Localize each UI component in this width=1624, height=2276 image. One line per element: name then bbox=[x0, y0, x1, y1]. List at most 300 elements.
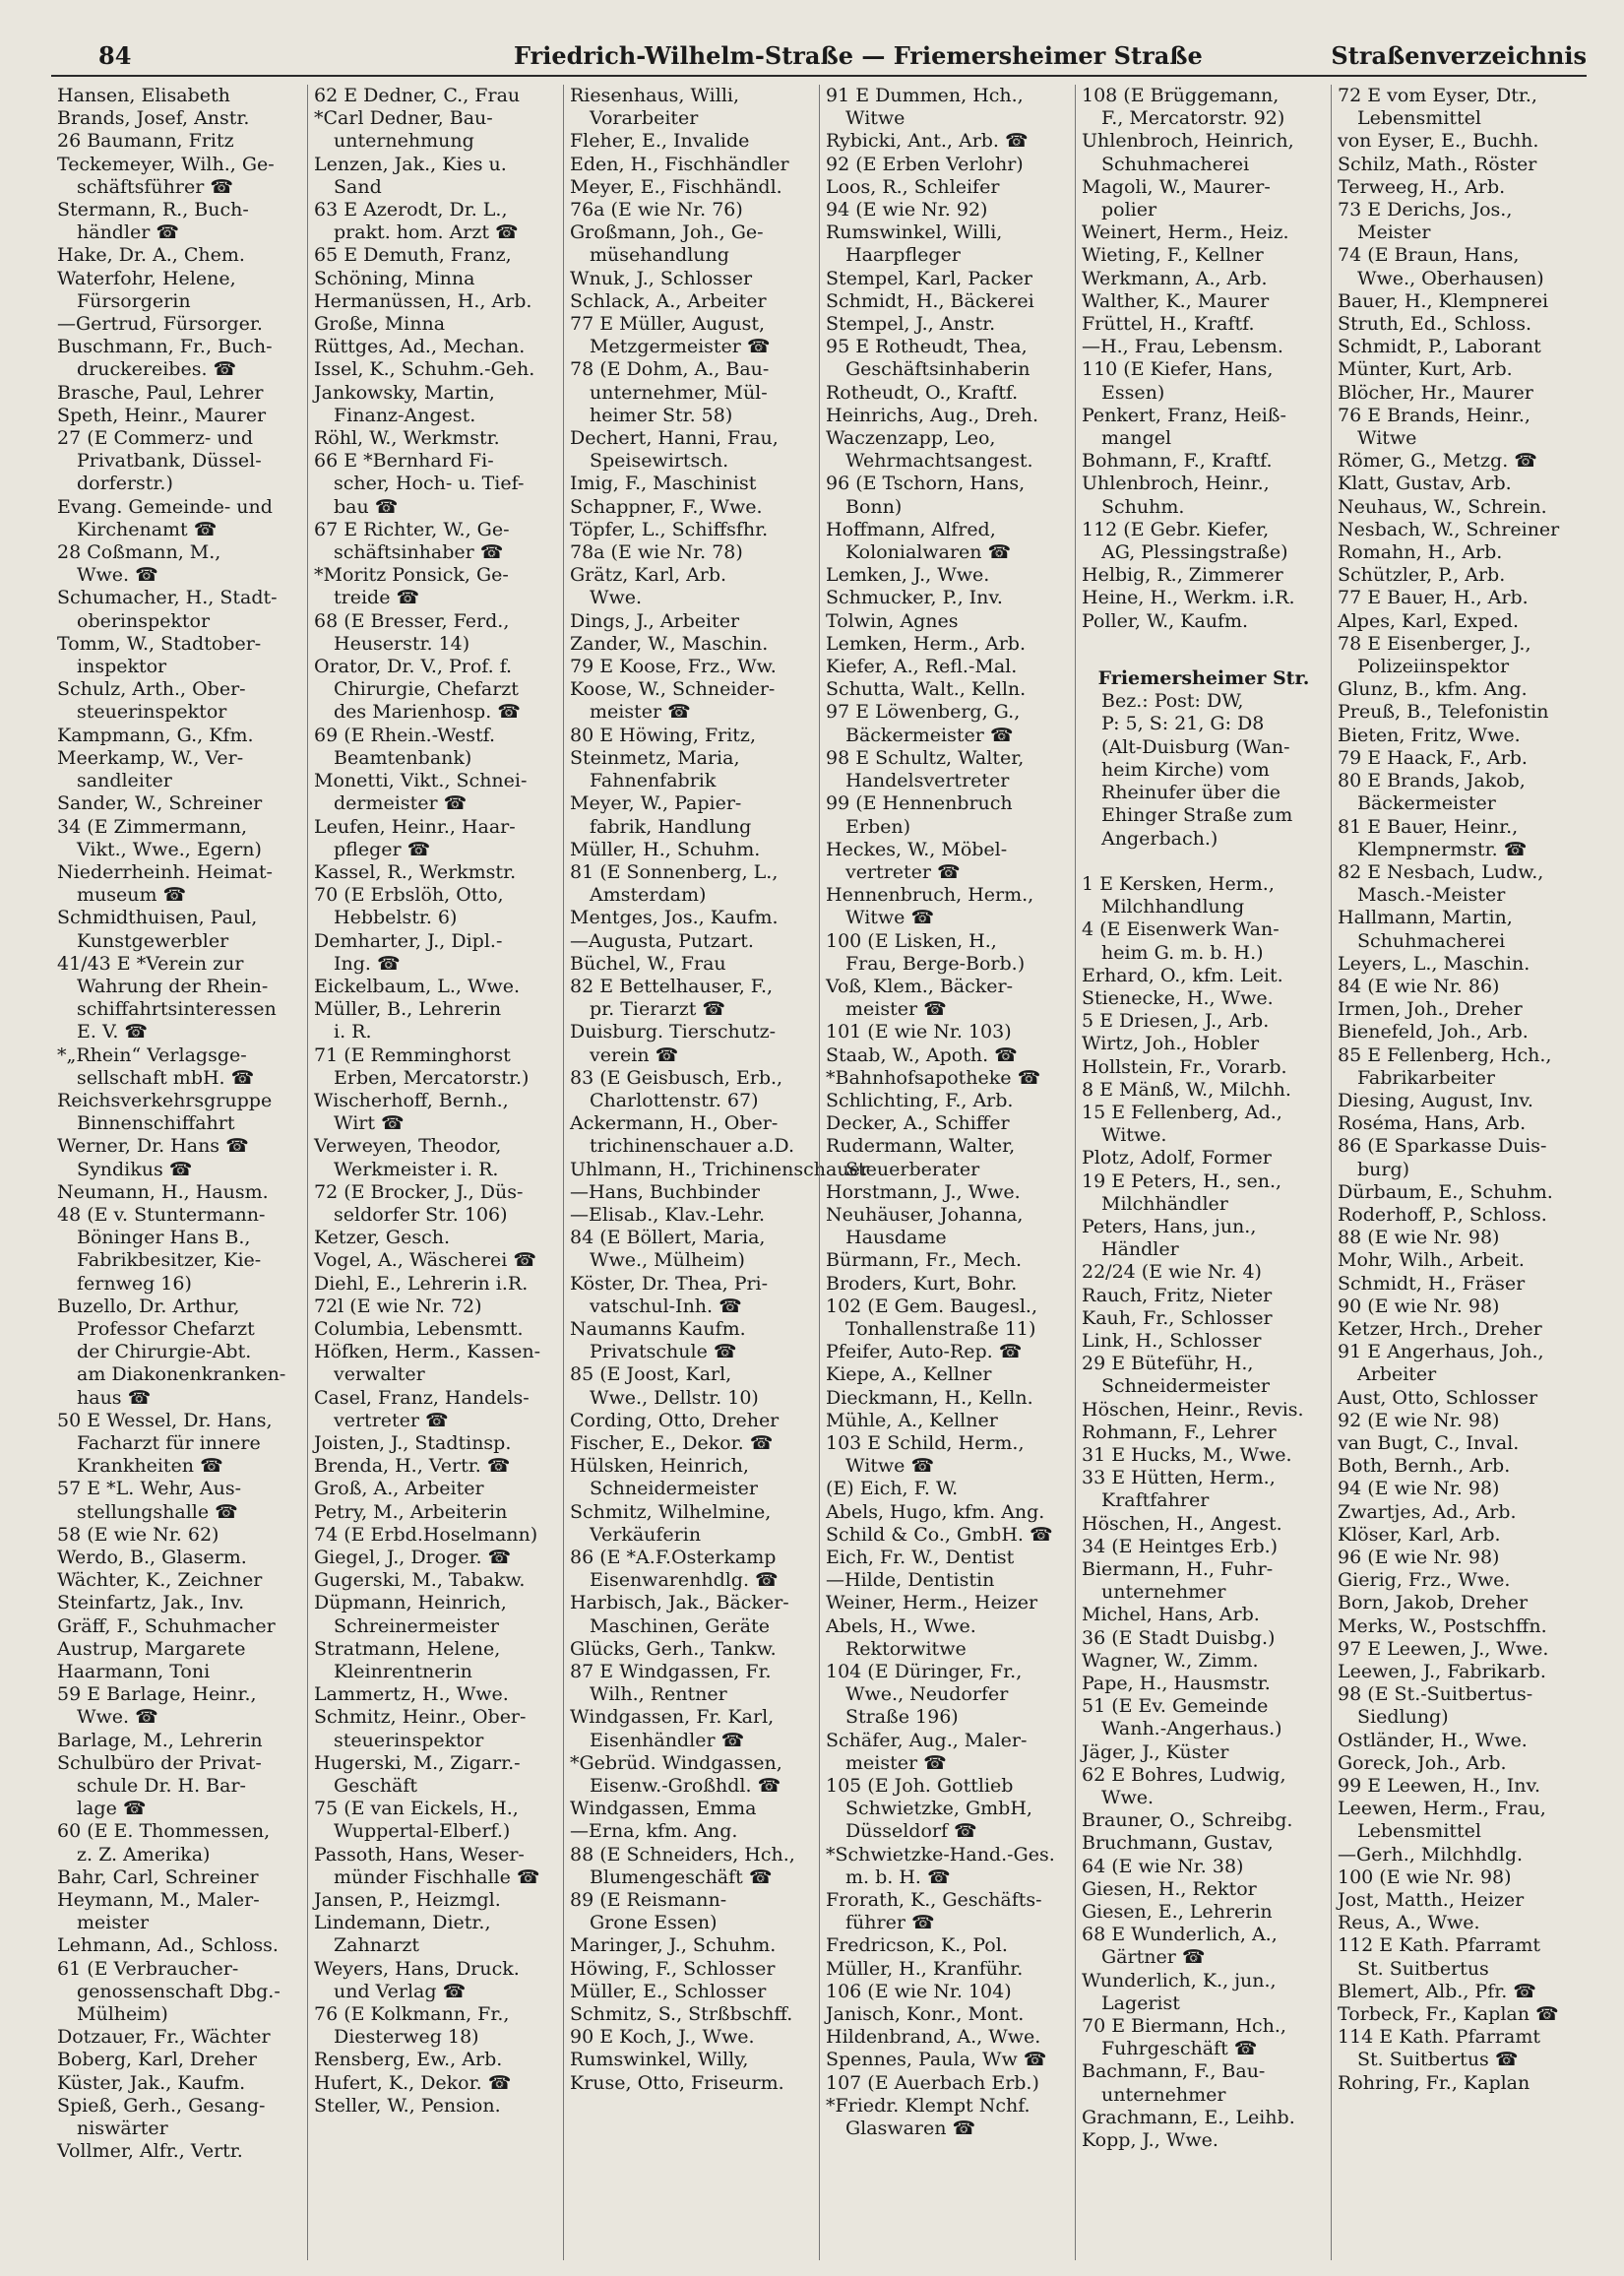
directory-entry: Grachmann, E., Leihb. bbox=[1082, 2106, 1295, 2128]
directory-entry: Fleher, E., Invalide bbox=[570, 130, 750, 153]
directory-entry: 76 E Brands, Heinr., bbox=[1338, 404, 1530, 426]
directory-entry: Janisch, Konr., Mont. bbox=[826, 2003, 1025, 2026]
directory-entry: 110 (E Kiefer, Hans, bbox=[1082, 358, 1274, 381]
directory-entry: van Bugt, C., Inval. bbox=[1338, 1431, 1520, 1454]
entry-continuation: haus ☎ bbox=[77, 1386, 152, 1409]
directory-entry: Schulz, Arth., Ober- bbox=[57, 678, 246, 701]
directory-entry: 76a (E wie Nr. 76) bbox=[570, 199, 743, 221]
directory-entry: Wischerhoff, Bernh., bbox=[314, 1089, 509, 1111]
directory-column-4 bbox=[819, 85, 1076, 2260]
entry-continuation: Privatbank, Düssel- bbox=[77, 450, 262, 473]
directory-entry: 62 E Bohres, Ludwig, bbox=[1082, 1763, 1286, 1786]
directory-entry: 19 E Peters, H., sen., bbox=[1082, 1170, 1282, 1192]
entry-continuation: (Alt-Duisburg (Wan- bbox=[1101, 735, 1290, 758]
directory-entry: Helbig, R., Zimmerer bbox=[1082, 564, 1283, 587]
directory-entry: 57 E *L. Wehr, Aus- bbox=[57, 1478, 241, 1500]
directory-entry: Rybicki, Ant., Arb. ☎ bbox=[826, 130, 1029, 153]
directory-entry: Pape, H., Hausmstr. bbox=[1082, 1673, 1271, 1695]
entry-continuation: Haarpfleger bbox=[845, 244, 961, 267]
entry-continuation: Wwe. ☎ bbox=[77, 564, 158, 587]
directory-entry: Ketzer, Hrch., Dreher bbox=[1338, 1317, 1542, 1340]
directory-entry: Windgassen, Fr. Karl, bbox=[570, 1706, 775, 1729]
directory-entry: Hollstein, Fr., Vorarb. bbox=[1082, 1055, 1287, 1078]
directory-entry: 65 E Demuth, Franz, bbox=[314, 244, 512, 267]
directory-entry: 62 E Dedner, C., Frau bbox=[314, 85, 521, 106]
directory-entry: Glunz, B., kfm. Ang. bbox=[1338, 678, 1528, 701]
entry-continuation: Händler bbox=[1101, 1238, 1179, 1261]
entry-continuation: Fürsorgerin bbox=[77, 289, 191, 312]
directory-entry: *Schwietzke-Hand.-Ges. bbox=[826, 1843, 1055, 1865]
entry-continuation: Fahnenfabrik bbox=[590, 770, 717, 792]
directory-entry: Höschen, H., Angest. bbox=[1082, 1512, 1282, 1535]
directory-entry: *Friedr. Klempt Nchf. bbox=[826, 2094, 1031, 2117]
directory-entry: Harbisch, Jak., Bäcker- bbox=[570, 1592, 789, 1614]
directory-entry: Hugerski, M., Zigarr.- bbox=[314, 1751, 521, 1774]
directory-entry: Boberg, Karl, Dreher bbox=[57, 2049, 258, 2071]
directory-entry: Both, Bernh., Arb. bbox=[1338, 1455, 1511, 1478]
directory-entry: Giesen, E., Lehrerin bbox=[1082, 1901, 1273, 1924]
directory-entry: —H., Frau, Lebensm. bbox=[1082, 336, 1283, 358]
directory-entry: 22/24 (E wie Nr. 4) bbox=[1082, 1261, 1262, 1284]
directory-entry: 60 (E E. Thommessen, bbox=[57, 1820, 271, 1843]
directory-entry: Köster, Dr. Thea, Pri- bbox=[570, 1272, 769, 1295]
entry-continuation: Lebensmittel bbox=[1357, 1820, 1481, 1843]
entry-continuation: E. V. ☎ bbox=[77, 1021, 149, 1043]
directory-entry: Schild & Co., GmbH. ☎ bbox=[826, 1523, 1053, 1546]
directory-entry: Orator, Dr. V., Prof. f. bbox=[314, 656, 513, 678]
directory-entry: Imig, F., Maschinist bbox=[570, 473, 757, 495]
directory-entry: Töpfer, L., Schiffsfhr. bbox=[570, 518, 769, 540]
directory-entry: Meyer, E., Fischhändl. bbox=[570, 175, 782, 198]
entry-continuation: steuerinspektor bbox=[77, 701, 227, 724]
directory-entry: Klatt, Gustav, Arb. bbox=[1338, 473, 1512, 495]
directory-entry: Schützler, P., Arb. bbox=[1338, 564, 1506, 587]
directory-entry: Jäger, J., Küster bbox=[1082, 1740, 1229, 1763]
directory-entry: Stienecke, H., Wwe. bbox=[1082, 986, 1274, 1009]
directory-entry: Ketzer, Gesch. bbox=[314, 1227, 450, 1249]
directory-entry: 26 Baumann, Fritz bbox=[57, 130, 234, 153]
directory-entry: 68 (E Bresser, Ferd., bbox=[314, 609, 510, 632]
directory-entry: Eden, H., Fischhändler bbox=[570, 153, 789, 175]
directory-entry: 34 (E Heintges Erb.) bbox=[1082, 1535, 1279, 1557]
directory-entry: Bauer, H., Klempnerei bbox=[1338, 289, 1549, 312]
directory-entry: 31 E Hucks, M., Wwe. bbox=[1082, 1443, 1292, 1466]
directory-entry: 87 E Windgassen, Fr. bbox=[570, 1661, 772, 1683]
directory-entry: Roséma, Hans, Arb. bbox=[1338, 1112, 1527, 1135]
directory-column-1 bbox=[51, 85, 307, 2260]
directory-columns bbox=[51, 85, 1587, 2260]
directory-entry: 8 E Mänß, W., Milchh. bbox=[1082, 1078, 1291, 1101]
directory-entry: Weyers, Hans, Druck. bbox=[314, 1957, 520, 1980]
directory-entry: —Hans, Buchbinder bbox=[570, 1180, 761, 1203]
entry-continuation: Handelsvertreter bbox=[845, 770, 1010, 792]
directory-entry: Buschmann, Fr., Buch- bbox=[57, 336, 273, 358]
entry-continuation: unternehmung bbox=[334, 130, 474, 153]
directory-entry: Naumanns Kaufm. bbox=[570, 1317, 746, 1340]
entry-continuation: Hausdame bbox=[845, 1227, 947, 1249]
directory-entry: Gugerski, M., Tabakw. bbox=[314, 1569, 526, 1592]
entry-continuation: heim G. m. b. H.) bbox=[1101, 941, 1264, 964]
directory-entry: Struth, Ed., Schloss. bbox=[1338, 313, 1532, 336]
page-header bbox=[51, 39, 1587, 77]
entry-continuation: Eisenhändler ☎ bbox=[590, 1729, 745, 1751]
entry-continuation: Kolonialwaren ☎ bbox=[845, 541, 1012, 564]
entry-continuation: sandleiter bbox=[77, 770, 172, 792]
entry-continuation: Maschinen, Geräte bbox=[590, 1614, 770, 1637]
directory-entry: Schilz, Math., Röster bbox=[1338, 153, 1537, 175]
directory-entry: Casel, Franz, Handels- bbox=[314, 1386, 530, 1409]
entry-continuation: Wwe., Oberhausen) bbox=[1357, 267, 1544, 289]
directory-entry: Schutta, Walt., Kelln. bbox=[826, 678, 1027, 701]
entry-continuation: am Diakonenkranken- bbox=[77, 1363, 286, 1386]
directory-entry: Alpes, Karl, Exped. bbox=[1338, 609, 1519, 632]
entry-continuation: Krankheiten ☎ bbox=[77, 1455, 223, 1478]
directory-entry: Hülsken, Heinrich, bbox=[570, 1455, 749, 1478]
entry-continuation: Wwe., Mülheim) bbox=[590, 1249, 745, 1272]
entry-continuation: Witwe ☎ bbox=[845, 907, 935, 929]
directory-entry: *„Rhein“ Verlagsge- bbox=[57, 1043, 247, 1066]
directory-entry: Hoffmann, Alfred, bbox=[826, 518, 996, 540]
directory-entry: Kampmann, G., Kfm. bbox=[57, 724, 254, 746]
entry-continuation: schule Dr. H. Bar- bbox=[77, 1775, 246, 1798]
entry-continuation: Metzgermeister ☎ bbox=[590, 336, 771, 358]
entry-continuation: Glaswaren ☎ bbox=[845, 2118, 976, 2140]
directory-entry: 103 E Schild, Herm., bbox=[826, 1431, 1025, 1454]
directory-entry: Stempel, Karl, Packer bbox=[826, 267, 1032, 289]
directory-entry: 114 E Kath. Pfarramt bbox=[1338, 2026, 1540, 2049]
entry-continuation: Schreinermeister bbox=[334, 1614, 499, 1637]
directory-entry: Rumswinkel, Willy, bbox=[570, 2049, 749, 2071]
entry-continuation: bau ☎ bbox=[334, 495, 399, 518]
entry-continuation: fernweg 16) bbox=[77, 1272, 192, 1295]
street-heading: Friemersheimer Str. bbox=[1097, 667, 1310, 690]
entry-continuation: Gärtner ☎ bbox=[1101, 1946, 1206, 1969]
entry-continuation: Klempnermstr. ☎ bbox=[1357, 838, 1528, 860]
entry-continuation: Bäckermeister ☎ bbox=[845, 724, 1014, 746]
directory-entry: Müller, H., Kranführ. bbox=[826, 1957, 1024, 1980]
directory-entry: Maringer, J., Schuhm. bbox=[570, 1934, 777, 1957]
entry-continuation: Werkmeister i. R. bbox=[334, 1158, 499, 1180]
directory-entry: Schmidthuisen, Paul, bbox=[57, 907, 258, 929]
entry-continuation: Ing. ☎ bbox=[334, 952, 401, 975]
directory-entry: Schmidt, H., Fräser bbox=[1338, 1272, 1526, 1295]
directory-entry: Giegel, J., Droger. ☎ bbox=[314, 1547, 512, 1568]
directory-entry: 99 (E Hennenbruch bbox=[826, 792, 1013, 815]
entry-continuation: vertreter ☎ bbox=[334, 1409, 449, 1431]
directory-entry: Hildenbrand, A., Wwe. bbox=[826, 2026, 1041, 2049]
directory-entry: Plotz, Adolf, Former bbox=[1082, 1147, 1272, 1170]
entry-continuation: Verkäuferin bbox=[590, 1523, 702, 1546]
directory-entry: Neuhaus, W., Schrein. bbox=[1338, 495, 1547, 518]
directory-entry: Groß, A., Arbeiter bbox=[314, 1478, 484, 1500]
directory-entry: Mentges, Jos., Kaufm. bbox=[570, 907, 779, 929]
directory-entry: Heckes, W., Möbel- bbox=[826, 838, 1008, 860]
entry-continuation: Rektorwitwe bbox=[845, 1637, 967, 1660]
directory-entry: 72 (E Brocker, J., Düs- bbox=[314, 1180, 524, 1203]
entry-continuation: Zahnarzt bbox=[334, 1934, 420, 1957]
directory-entry: Lammertz, H., Wwe. bbox=[314, 1683, 509, 1706]
directory-entry: 77 E Bauer, H., Arb. bbox=[1338, 587, 1529, 609]
directory-entry: 72 E vom Eyser, Dtr., bbox=[1338, 85, 1537, 106]
directory-entry: 94 (E wie Nr. 98) bbox=[1338, 1478, 1500, 1500]
directory-entry: Schlack, A., Arbeiter bbox=[570, 289, 767, 312]
entry-continuation: Charlottenstr. 67) bbox=[590, 1089, 759, 1111]
directory-entry: Leewen, J., Fabrikarb. bbox=[1338, 1661, 1546, 1683]
directory-entry: Wächter, K., Zeichner bbox=[57, 1569, 263, 1592]
directory-entry: Heine, H., Werkm. i.R. bbox=[1082, 587, 1295, 609]
directory-entry: —Gertrud, Fürsorger. bbox=[57, 313, 263, 336]
entry-continuation: führer ☎ bbox=[845, 1912, 935, 1934]
directory-entry: Pfeifer, Auto-Rep. ☎ bbox=[826, 1341, 1023, 1363]
entry-continuation: unternehmer, Mül- bbox=[590, 381, 768, 404]
directory-entry: Dings, J., Arbeiter bbox=[570, 609, 740, 632]
directory-entry: Römer, G., Metzg. ☎ bbox=[1338, 450, 1537, 473]
directory-entry: Joisten, J., Stadtinsp. bbox=[314, 1431, 512, 1454]
entry-continuation: St. Suitbertus bbox=[1357, 1957, 1489, 1980]
directory-entry: 77 E Müller, August, bbox=[570, 313, 766, 336]
directory-entry: Duisburg. Tierschutz- bbox=[570, 1021, 777, 1043]
directory-entry: Vollmer, Alfr., Vertr. bbox=[57, 2140, 243, 2163]
directory-entry: Höwing, F., Schlosser bbox=[570, 1957, 776, 1980]
directory-entry: Goreck, Joh., Arb. bbox=[1338, 1751, 1507, 1774]
directory-entry: 75 (E van Eickels, H., bbox=[314, 1798, 519, 1820]
directory-entry: Bieten, Fritz, Wwe. bbox=[1338, 724, 1521, 746]
entry-continuation: P: 5, S: 21, G: D8 bbox=[1101, 713, 1265, 735]
directory-entry: Monetti, Vikt., Schnei- bbox=[314, 770, 528, 792]
entry-continuation: Grone Essen) bbox=[590, 1912, 718, 1934]
entry-continuation: pr. Tierarzt ☎ bbox=[590, 998, 726, 1021]
entry-continuation: AG, Plessingstraße) bbox=[1101, 541, 1288, 564]
directory-entry: 92 (E wie Nr. 98) bbox=[1338, 1409, 1500, 1431]
directory-entry: Lindemann, Dietr., bbox=[314, 1912, 491, 1934]
directory-entry: Rauch, Fritz, Nieter bbox=[1082, 1284, 1273, 1306]
directory-entry: Penkert, Franz, Heiß- bbox=[1082, 404, 1286, 426]
directory-entry: Columbia, Lebensmtt. bbox=[314, 1317, 524, 1340]
directory-entry: Schmitz, Heinr., Ober- bbox=[314, 1706, 527, 1729]
directory-entry: Nesbach, W., Schreiner bbox=[1338, 518, 1560, 540]
directory-entry: Schappner, F., Wwe. bbox=[570, 495, 763, 518]
directory-entry: Werner, Dr. Hans ☎ bbox=[57, 1135, 249, 1158]
entry-continuation: Hebbelstr. 6) bbox=[334, 907, 458, 929]
entry-continuation: druckereibes. ☎ bbox=[77, 358, 237, 381]
directory-entry: Großmann, Joh., Ge- bbox=[570, 221, 764, 244]
entry-continuation: Vikt., Wwe., Egern) bbox=[77, 838, 262, 860]
directory-entry: Schmidt, H., Bäckerei bbox=[826, 289, 1034, 312]
entry-continuation: treide ☎ bbox=[334, 587, 420, 609]
directory-entry: 81 E Bauer, Heinr., bbox=[1338, 815, 1519, 838]
directory-entry: Lemken, J., Wwe. bbox=[826, 564, 990, 587]
entry-continuation: genossenschaft Dbg.- bbox=[77, 1980, 281, 2002]
directory-entry: Jost, Matth., Heizer bbox=[1338, 1889, 1525, 1912]
directory-entry: Sander, W., Schreiner bbox=[57, 792, 263, 815]
directory-entry: Evang. Gemeinde- und bbox=[57, 495, 273, 518]
directory-entry: Leyers, L., Maschin. bbox=[1338, 952, 1530, 975]
directory-entry: —Elisab., Klav.-Lehr. bbox=[570, 1203, 766, 1226]
directory-entry: Klöser, Karl, Arb. bbox=[1338, 1523, 1501, 1546]
directory-entry: Werkmann, A., Arb. bbox=[1082, 267, 1268, 289]
directory-entry: 100 (E Lisken, H., bbox=[826, 929, 997, 952]
directory-entry: Windgassen, Emma bbox=[570, 1798, 757, 1820]
directory-entry: Müller, E., Schlosser bbox=[570, 1980, 767, 2002]
entry-continuation: Schneidermeister bbox=[1101, 1375, 1270, 1398]
entry-continuation: F., Mercatorstr. 92) bbox=[1101, 107, 1285, 130]
entry-continuation: Binnenschiffahrt bbox=[77, 1112, 235, 1135]
entry-continuation: Rheinufer über die bbox=[1101, 782, 1280, 804]
directory-entry: Torbeck, Fr., Kaplan ☎ bbox=[1338, 2003, 1559, 2026]
directory-entry: Bruchmann, Gustav, bbox=[1082, 1832, 1274, 1855]
directory-entry: Austrup, Margarete bbox=[57, 1637, 246, 1660]
directory-entry: Ackermann, H., Ober- bbox=[570, 1112, 779, 1135]
directory-entry: Terweeg, H., Arb. bbox=[1338, 175, 1506, 198]
directory-entry: Schumacher, H., Stadt- bbox=[57, 587, 278, 609]
entry-continuation: Speisewirtsch. bbox=[590, 450, 729, 473]
directory-entry: 90 E Koch, J., Wwe. bbox=[570, 2026, 755, 2049]
entry-continuation: der Chirurgie-Abt. bbox=[77, 1341, 252, 1363]
directory-entry: 98 E Schultz, Walter, bbox=[826, 746, 1025, 769]
directory-entry: Poller, W., Kaufm. bbox=[1082, 609, 1249, 632]
directory-entry: 94 (E wie Nr. 92) bbox=[826, 199, 988, 221]
spacer bbox=[1076, 633, 1332, 656]
directory-entry: Steinmetz, Maria, bbox=[570, 746, 740, 769]
directory-entry: Vogel, A., Wäscherei ☎ bbox=[314, 1249, 537, 1272]
entry-continuation: Milchhandlung bbox=[1101, 896, 1245, 918]
directory-entry: Schmucker, P., Inv. bbox=[826, 587, 1003, 609]
entry-continuation: Amsterdam) bbox=[590, 884, 707, 907]
directory-entry: Meyer, W., Papier- bbox=[570, 792, 742, 815]
directory-entry: Spennes, Paula, Ww ☎ bbox=[826, 2049, 1047, 2071]
entry-continuation: Sand bbox=[334, 175, 382, 198]
entry-continuation: Fabrikbesitzer, Kie- bbox=[77, 1249, 262, 1272]
directory-entry: Bienefeld, Joh., Arb. bbox=[1338, 1021, 1529, 1043]
entry-continuation: polier bbox=[1101, 199, 1157, 221]
spacer bbox=[1076, 851, 1332, 873]
directory-entry: Hallmann, Martin, bbox=[1338, 907, 1513, 929]
entry-continuation: unternehmer bbox=[1101, 1581, 1226, 1604]
directory-entry: 91 E Angerhaus, Joh., bbox=[1338, 1341, 1544, 1363]
directory-entry: Niederrheinh. Heimat- bbox=[57, 860, 273, 883]
directory-entry: Loos, R., Schleifer bbox=[826, 175, 1000, 198]
directory-entry: 98 (E St.-Suitbertus- bbox=[1338, 1683, 1533, 1706]
entry-continuation: steuerinspektor bbox=[334, 1729, 484, 1751]
directory-entry: 4 (E Eisenwerk Wan- bbox=[1082, 918, 1280, 941]
entry-continuation: unternehmer bbox=[1101, 2083, 1226, 2106]
entry-continuation: Wehrmachtsangest. bbox=[845, 450, 1033, 473]
directory-entry: Reus, A., Wwe. bbox=[1338, 1912, 1480, 1934]
directory-entry: 69 (E Rhein.-Westf. bbox=[314, 724, 496, 746]
entry-continuation: Wwe., Dellstr. 10) bbox=[590, 1386, 759, 1409]
directory-entry: 105 (E Joh. Gottlieb bbox=[826, 1775, 1014, 1798]
entry-continuation: Bäckermeister bbox=[1357, 792, 1496, 815]
entry-continuation: Schuhmacherei bbox=[1357, 929, 1506, 952]
directory-entry: 106 (E wie Nr. 104) bbox=[826, 1980, 1012, 2002]
directory-entry: Petry, M., Arbeiterin bbox=[314, 1500, 508, 1523]
entry-continuation: niswärter bbox=[77, 2118, 168, 2140]
entry-continuation: dermeister ☎ bbox=[334, 792, 468, 815]
directory-entry: Münter, Kurt, Arb. bbox=[1338, 358, 1513, 381]
directory-entry: 96 (E Tschorn, Hans, bbox=[826, 473, 1026, 495]
entry-continuation: münder Fischhalle ☎ bbox=[334, 1865, 540, 1888]
entry-continuation: m. b. H. ☎ bbox=[845, 1865, 951, 1888]
directory-entry: Stempel, J., Anstr. bbox=[826, 313, 996, 336]
entry-continuation: inspektor bbox=[77, 656, 167, 678]
directory-entry: Schöning, Minna bbox=[314, 267, 475, 289]
directory-entry: Lehmann, Ad., Schloss. bbox=[57, 1934, 279, 1957]
directory-entry: Rüttges, Ad., Mechan. bbox=[314, 336, 526, 358]
entry-continuation: Chirurgie, Chefarzt bbox=[334, 678, 519, 701]
directory-entry: Magoli, W., Maurer- bbox=[1082, 175, 1271, 198]
directory-entry: Dürbaum, E., Schuhm. bbox=[1338, 1180, 1553, 1203]
entry-continuation: Fuhrgeschäft ☎ bbox=[1101, 2038, 1258, 2060]
directory-entry: Düpmann, Heinrich, bbox=[314, 1592, 507, 1614]
entry-continuation: meister ☎ bbox=[590, 701, 691, 724]
directory-entry: Früttel, H., Kraftf. bbox=[1082, 313, 1255, 336]
directory-entry: 33 E Hütten, Herm., bbox=[1082, 1467, 1276, 1489]
directory-entry: Erhard, O., kfm. Leit. bbox=[1082, 964, 1283, 986]
entry-continuation: Steuerberater bbox=[845, 1158, 980, 1180]
entry-continuation: Angerbach.) bbox=[1101, 827, 1218, 850]
entry-continuation: Wilh., Rentner bbox=[590, 1683, 727, 1706]
directory-entry: 74 (E Braun, Hans, bbox=[1338, 244, 1520, 267]
entry-continuation: heim Kirche) vom bbox=[1101, 758, 1270, 781]
entry-continuation: des Marienhosp. ☎ bbox=[334, 701, 521, 724]
directory-entry: Link, H., Schlosser bbox=[1082, 1329, 1262, 1352]
directory-entry: Wirtz, Joh., Hobler bbox=[1082, 1033, 1260, 1055]
directory-entry: Eickelbaum, L., Wwe. bbox=[314, 975, 521, 997]
directory-entry: Haarmann, Toni bbox=[57, 1661, 211, 1683]
entry-continuation: Geschäftsinhaberin bbox=[845, 358, 1031, 381]
entry-continuation: sellschaft mbH. ☎ bbox=[77, 1066, 255, 1089]
directory-entry: Cording, Otto, Dreher bbox=[570, 1409, 780, 1431]
entry-continuation: Bonn) bbox=[845, 495, 903, 518]
directory-entry: 67 E Richter, W., Ge- bbox=[314, 518, 510, 540]
directory-entry: Kopp, J., Wwe. bbox=[1082, 2129, 1218, 2152]
section-title: Straßenverzeichnis bbox=[1331, 41, 1587, 70]
directory-entry: 72l (E wie Nr. 72) bbox=[314, 1295, 482, 1317]
directory-entry: Tomm, W., Stadtober- bbox=[57, 632, 262, 655]
directory-entry: Fischer, E., Dekor. ☎ bbox=[570, 1431, 774, 1454]
page-number: 84 bbox=[98, 41, 132, 70]
directory-entry: Mohr, Wilh., Arbeit. bbox=[1338, 1249, 1525, 1272]
entry-continuation: Diesterweg 18) bbox=[334, 2026, 479, 2049]
directory-entry: 85 E Fellenberg, Hch., bbox=[1338, 1043, 1552, 1066]
entry-continuation: trichinenschauer a.D. bbox=[590, 1135, 794, 1158]
directory-entry: Büchel, W., Frau bbox=[570, 952, 726, 975]
directory-entry: Kauh, Fr., Schlosser bbox=[1082, 1306, 1273, 1329]
directory-entry: Decker, A., Schiffer bbox=[826, 1112, 1010, 1135]
directory-entry: Schulbüro der Privat- bbox=[57, 1751, 262, 1774]
entry-continuation: Straße 196) bbox=[845, 1706, 959, 1729]
directory-entry: Wnuk, J., Schlosser bbox=[570, 267, 753, 289]
directory-entry: 84 (E wie Nr. 86) bbox=[1338, 975, 1500, 997]
entry-continuation: schäftsinhaber ☎ bbox=[334, 541, 504, 564]
directory-entry: Rudermann, Walter, bbox=[826, 1135, 1016, 1158]
directory-entry: 61 (E Verbraucher- bbox=[57, 1957, 239, 1980]
entry-continuation: Lebensmittel bbox=[1357, 107, 1481, 130]
entry-continuation: verein ☎ bbox=[590, 1043, 679, 1066]
page-title: Friedrich-Wilhelm-Straße — Friemersheimer Straße bbox=[514, 41, 1203, 70]
entry-continuation: Kunstgewerbler bbox=[77, 929, 229, 952]
directory-entry: 28 Coßmann, M., bbox=[57, 541, 221, 564]
directory-entry: Born, Jakob, Dreher bbox=[1338, 1592, 1529, 1614]
directory-entry: Blemert, Alb., Pfr. ☎ bbox=[1338, 1980, 1536, 2002]
directory-entry: *Gebrüd. Windgassen, bbox=[570, 1751, 782, 1774]
directory-entry: 78 E Eisenberger, J., bbox=[1338, 632, 1531, 655]
entry-continuation: Witwe bbox=[1357, 427, 1417, 450]
directory-entry: Hermanüssen, H., Arb. bbox=[314, 289, 532, 312]
directory-entry: Uhlmann, H., Trichinenschauer bbox=[570, 1158, 869, 1180]
entry-continuation: stellungshalle ☎ bbox=[77, 1500, 238, 1523]
directory-entry: Kassel, R., Werkmstr. bbox=[314, 860, 517, 883]
